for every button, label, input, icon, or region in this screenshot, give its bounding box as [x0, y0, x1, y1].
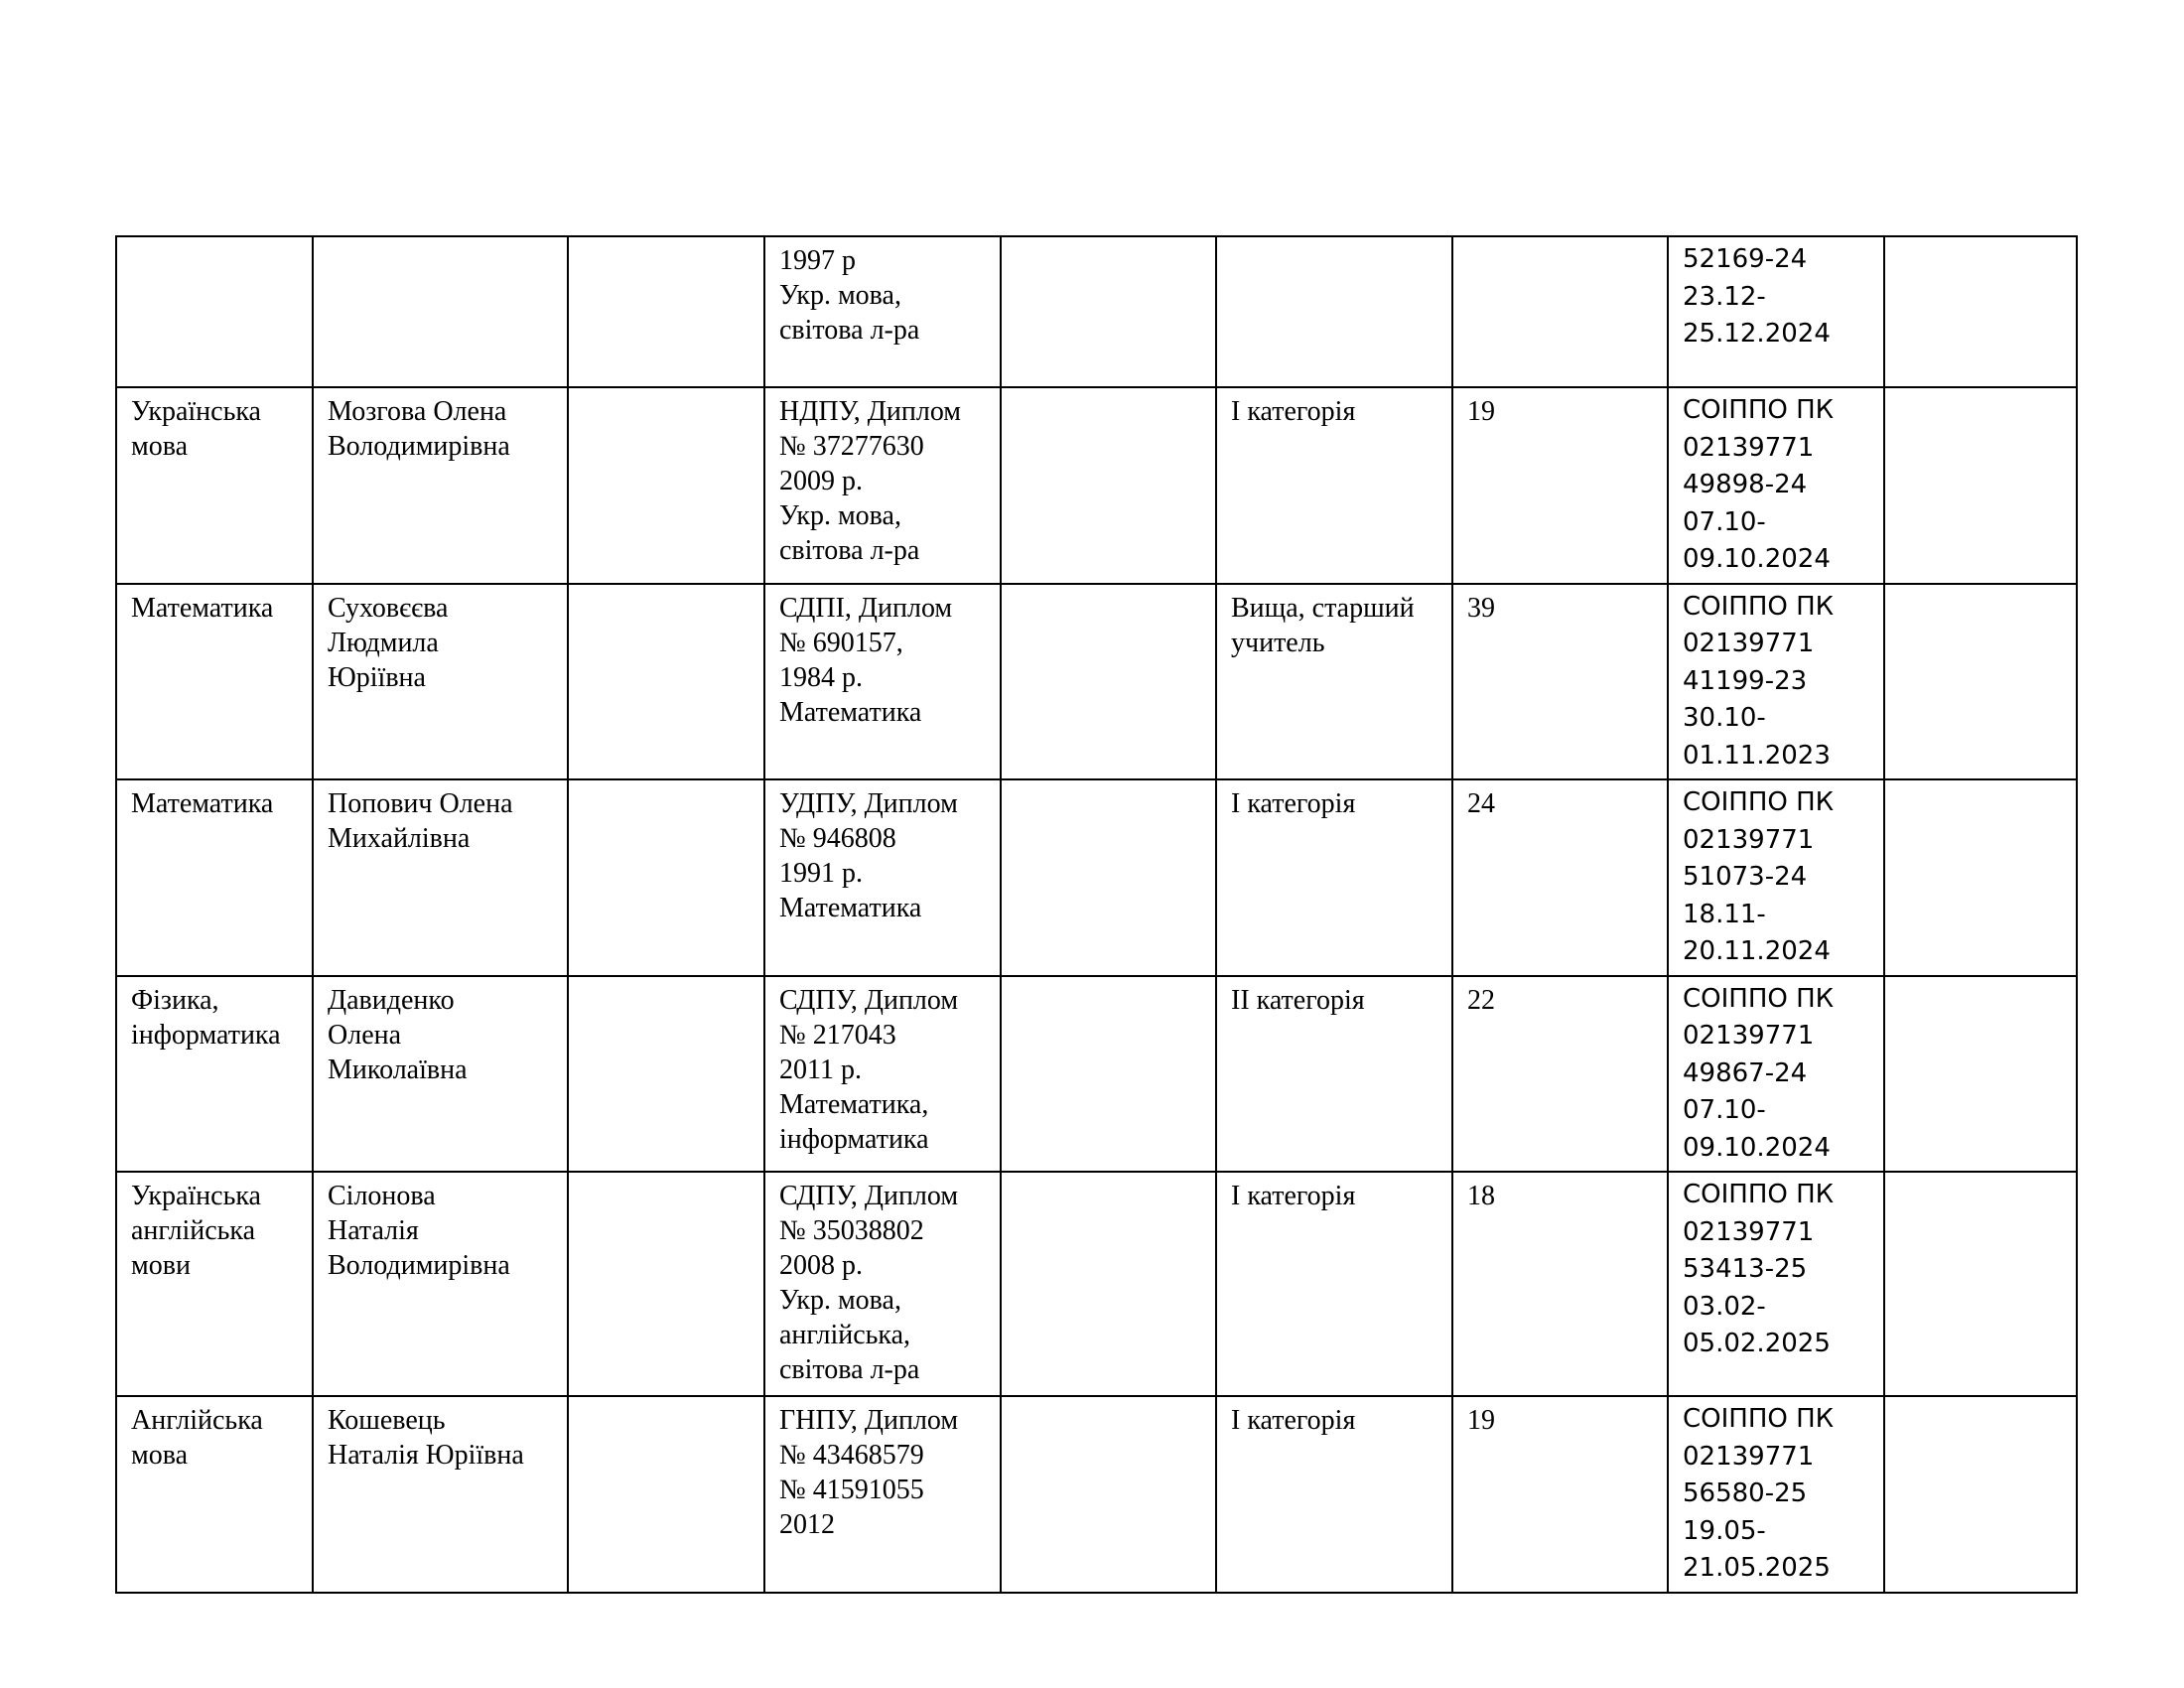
cell-text-line: № 217043 [779, 1019, 896, 1051]
education-cell [764, 976, 1001, 1173]
table-row [116, 584, 2077, 780]
cell-text-line: І категорія [1231, 1181, 1356, 1211]
table-row [116, 779, 2077, 976]
category-cell [1216, 387, 1452, 584]
cell-text-line: СДПУ, Диплом [779, 1181, 959, 1211]
empty-cell [568, 584, 764, 780]
subject-cell [116, 779, 313, 976]
certificate-cell [1668, 976, 1884, 1173]
cell-text-line: англійська, [779, 1320, 911, 1350]
cell-text-line: 1991 р. [779, 858, 863, 889]
cell-text-line: Сілонова [328, 1181, 436, 1211]
table-row [116, 1396, 2077, 1593]
table-row [116, 236, 2077, 387]
cell-text-line: 07.10- [1683, 1095, 1766, 1125]
cell-text-line: інформатика [131, 1019, 281, 1051]
certificate-cell [1668, 584, 1884, 780]
cell-text-line: мова [131, 1440, 188, 1471]
cell-text-line: ІІ категорія [1231, 984, 1365, 1016]
cell-text-line: І категорія [1231, 1405, 1356, 1436]
table-row [116, 387, 2077, 584]
cell-text-line: № 35038802 [779, 1215, 924, 1246]
certificate-cell [1668, 236, 1884, 387]
experience-cell [1452, 1396, 1668, 1593]
cell-text-line: Математика [131, 788, 274, 819]
cell-text-line: Укр. мова, [779, 1285, 901, 1316]
empty-cell [1001, 387, 1216, 584]
cell-text-line: 18 [1467, 1181, 1495, 1211]
cell-text-line: СОІППО ПК [1683, 1404, 1835, 1434]
subject-cell [116, 584, 313, 780]
cell-text-line: № 946808 [779, 823, 896, 854]
cell-text-line: 20.11.2024 [1683, 936, 1831, 966]
cell-text-line: світова л-ра [779, 535, 920, 566]
cell-text-line: 24 [1467, 788, 1495, 819]
certificate-cell [1668, 387, 1884, 584]
empty-cell [568, 236, 764, 387]
cell-text-line: СОІППО ПК [1683, 591, 1835, 622]
teacher-name-cell [313, 1396, 568, 1593]
cell-text-line: 41199-23 [1683, 665, 1808, 696]
cell-text-line: Людмила [328, 627, 439, 658]
category-cell [1216, 976, 1452, 1173]
cell-text-line: Математика, [779, 1088, 929, 1120]
cell-text-line: Суховєєва [328, 592, 449, 624]
teacher-name-cell [313, 976, 568, 1173]
cell-text-line: 03.02- [1683, 1291, 1766, 1322]
cell-text-line: 23.12- [1683, 281, 1766, 312]
education-cell [764, 779, 1001, 976]
cell-text-line: Укр. мова, [779, 280, 901, 311]
cell-text-line: 05.02.2025 [1683, 1329, 1831, 1358]
education-cell [764, 387, 1001, 584]
cell-text-line: Юріївна [328, 661, 426, 693]
teacher-name-cell [313, 584, 568, 780]
cell-text-line: 51073-24 [1683, 862, 1808, 892]
empty-cell [1001, 236, 1216, 387]
cell-text-line: 49867-24 [1683, 1057, 1808, 1088]
cell-text-line: світова л-ра [779, 1354, 920, 1385]
empty-cell [568, 976, 764, 1173]
cell-text-line: 02139771 [1683, 432, 1815, 463]
empty-cell [1001, 779, 1216, 976]
cell-text-line: Миколаївна [328, 1054, 468, 1085]
cell-text-line: Попович Олена [328, 788, 513, 819]
cell-text-line: інформатика [779, 1123, 929, 1155]
cell-text-line: 18.11- [1683, 899, 1766, 929]
cell-text-line: 01.11.2023 [1683, 740, 1831, 771]
empty-cell [1001, 976, 1216, 1173]
empty-cell [1884, 236, 2077, 387]
cell-text-line: УДПУ, Диплом [779, 788, 958, 819]
cell-text-line: СДПІ, Диплом [779, 592, 953, 624]
certificate-cell [1668, 1172, 1884, 1396]
experience-cell [1452, 387, 1668, 584]
cell-text-line: 02139771 [1683, 629, 1815, 658]
cell-text-line: 19 [1467, 1405, 1495, 1436]
cell-text-line: Володимирівна [328, 1250, 510, 1281]
empty-cell [1884, 387, 2077, 584]
cell-text-line: Наталія Юріївна [328, 1440, 524, 1471]
cell-text-line: І категорія [1231, 788, 1356, 819]
cell-text-line: 02139771 [1683, 824, 1815, 855]
empty-cell [1001, 584, 1216, 780]
cell-text-line: СОІППО ПК [1683, 395, 1835, 425]
cell-text-line: СОІППО ПК [1683, 1180, 1835, 1209]
teacher-name-cell [313, 236, 568, 387]
category-cell [1216, 779, 1452, 976]
cell-text-line: Українська [131, 1181, 261, 1211]
staff-table [115, 235, 2078, 1594]
education-cell [764, 1396, 1001, 1593]
cell-text-line: 02139771 [1683, 1021, 1815, 1051]
cell-text-line: 56580-25 [1683, 1478, 1808, 1508]
empty-cell [1884, 1396, 2077, 1593]
empty-cell [1001, 1396, 1216, 1593]
cell-text-line: мови [131, 1250, 191, 1281]
cell-text-line: 2011 р. [779, 1054, 862, 1085]
experience-cell [1452, 779, 1668, 976]
empty-cell [568, 779, 764, 976]
empty-cell [1884, 1172, 2077, 1396]
cell-text-line: Математика [779, 893, 922, 923]
experience-cell [1452, 1172, 1668, 1396]
subject-cell [116, 387, 313, 584]
cell-text-line: 19.05- [1683, 1515, 1766, 1546]
cell-text-line: 52169-24 [1683, 244, 1808, 274]
cell-text-line: № 41591055 [779, 1475, 924, 1505]
category-cell [1216, 584, 1452, 780]
education-cell [764, 584, 1001, 780]
cell-text-line: 25.12.2024 [1683, 319, 1831, 349]
cell-text-line: Англійська [131, 1405, 263, 1436]
cell-text-line: № 37277630 [779, 431, 924, 462]
teacher-name-cell [313, 1172, 568, 1396]
empty-cell [1001, 1172, 1216, 1396]
cell-text-line: Михайлівна [328, 823, 471, 854]
cell-text-line: Наталія [328, 1215, 419, 1246]
cell-text-line: № 690157, [779, 627, 903, 658]
certificate-cell [1668, 1396, 1884, 1593]
table-row [116, 1172, 2077, 1396]
cell-text-line: СОІППО ПК [1683, 787, 1835, 817]
table-row [116, 976, 2077, 1173]
table-body [116, 236, 2077, 1593]
cell-text-line: 39 [1467, 592, 1495, 624]
certificate-cell [1668, 779, 1884, 976]
empty-cell [568, 1172, 764, 1396]
category-cell [1216, 1172, 1452, 1396]
cell-text-line: 19 [1467, 396, 1495, 427]
cell-text-line: 49898-24 [1683, 470, 1808, 499]
cell-text-line: 22 [1467, 984, 1495, 1016]
cell-text-line: 09.10.2024 [1683, 1132, 1831, 1163]
education-cell [764, 236, 1001, 387]
subject-cell [116, 1172, 313, 1396]
cell-text-line: Давиденко [328, 984, 455, 1016]
cell-text-line: Математика [131, 592, 274, 624]
cell-text-line: світова л-ра [779, 315, 920, 346]
empty-cell [568, 387, 764, 584]
cell-text-line: 07.10- [1683, 506, 1766, 537]
cell-text-line: 09.10.2024 [1683, 544, 1831, 574]
cell-text-line: Укр. мова, [779, 500, 901, 531]
experience-cell [1452, 236, 1668, 387]
cell-text-line: І категорія [1231, 396, 1356, 427]
cell-text-line: Українська [131, 396, 261, 427]
cell-text-line: Олена [328, 1019, 402, 1051]
empty-cell [568, 1396, 764, 1593]
empty-cell [1884, 779, 2077, 976]
cell-text-line: СДПУ, Диплом [779, 984, 959, 1016]
cell-text-line: № 43468579 [779, 1440, 924, 1471]
experience-cell [1452, 584, 1668, 780]
category-cell [1216, 236, 1452, 387]
experience-cell [1452, 976, 1668, 1173]
cell-text-line: СОІППО ПК [1683, 983, 1835, 1014]
cell-text-line: НДПУ, Диплом [779, 396, 962, 427]
cell-text-line: Володимирівна [328, 431, 510, 462]
cell-text-line: Мозгова Олена [328, 396, 507, 427]
subject-cell [116, 976, 313, 1173]
cell-text-line: Математика [779, 696, 922, 728]
cell-text-line: англійська [131, 1215, 256, 1246]
subject-cell [116, 1396, 313, 1593]
cell-text-line: 2008 р. [779, 1250, 863, 1281]
cell-text-line: Кошевець [328, 1405, 446, 1436]
category-cell [1216, 1396, 1452, 1593]
cell-text-line: Вища, старший [1231, 592, 1415, 624]
cell-text-line: 53413-25 [1683, 1254, 1808, 1284]
cell-text-line: ГНПУ, Диплом [779, 1405, 959, 1436]
teacher-name-cell [313, 779, 568, 976]
subject-cell [116, 236, 313, 387]
cell-text-line: Фізика, [131, 984, 219, 1016]
education-cell [764, 1172, 1001, 1396]
cell-text-line: 02139771 [1683, 1216, 1815, 1247]
cell-text-line: 21.05.2025 [1683, 1553, 1831, 1583]
empty-cell [1884, 584, 2077, 780]
cell-text-line: учитель [1231, 627, 1325, 658]
cell-text-line: 1984 р. [779, 661, 863, 693]
cell-text-line: 30.10- [1683, 703, 1766, 733]
cell-text-line: 1997 р [779, 245, 856, 276]
cell-text-line: мова [131, 431, 188, 462]
cell-text-line: 2009 р. [779, 466, 863, 496]
empty-cell [1884, 976, 2077, 1173]
cell-text-line: 02139771 [1683, 1441, 1815, 1472]
cell-text-line: 2012 [779, 1509, 835, 1540]
teacher-name-cell [313, 387, 568, 584]
